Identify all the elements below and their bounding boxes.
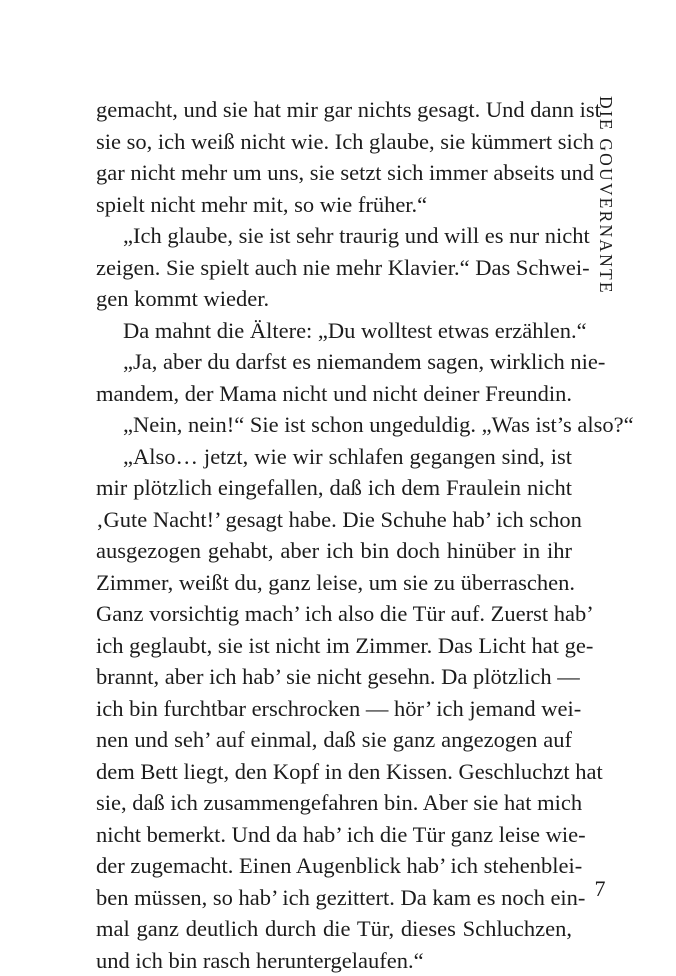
text-line: mandem, der Mama nicht und nicht deiner Freundin. bbox=[96, 378, 572, 410]
text-line: nen und seh’ auf einmal, daß sie ganz angezogen auf bbox=[96, 724, 572, 756]
page-number: 7 bbox=[588, 876, 612, 902]
text-line: gemacht, und sie hat mir gar nichts gesagt. Und dann ist bbox=[96, 94, 572, 126]
running-head: DIE GOUVERNANTE bbox=[592, 96, 620, 326]
text-line: sie, daß ich zusammengefahren bin. Aber sie hat mich bbox=[96, 787, 572, 819]
text-line: brannt, aber ich hab’ sie nicht gesehn. Da plötzlich — bbox=[96, 661, 572, 693]
text-line: ‚Gute Nacht!’ gesagt habe. Die Schuhe hab’ ich schon bbox=[96, 504, 572, 536]
text-line: Da mahnt die Ältere: „Du wolltest etwas erzählen.“ bbox=[96, 315, 572, 347]
text-line: „Also… jetzt, wie wir schlafen gegangen sind, ist bbox=[96, 441, 572, 473]
text-line: gar nicht mehr um uns, sie setzt sich immer abseits und bbox=[96, 157, 572, 189]
text-line: nicht bemerkt. Und da hab’ ich die Tür ganz leise wie- bbox=[96, 819, 572, 851]
text-line: sie so, ich weiß nicht wie. Ich glaube, sie kümmert sich bbox=[96, 126, 572, 158]
text-line: „Ich glaube, sie ist sehr traurig und will es nur nicht bbox=[96, 220, 572, 252]
text-line: dem Bett liegt, den Kopf in den Kissen. Geschluchzt hat bbox=[96, 756, 572, 788]
text-line: spielt nicht mehr mit, so wie früher.“ bbox=[96, 189, 572, 221]
text-line: Zimmer, weißt du, ganz leise, um sie zu überraschen. bbox=[96, 567, 572, 599]
text-line: zeigen. Sie spielt auch nie mehr Klavier.“ Das Schwei- bbox=[96, 252, 572, 284]
text-line: mal ganz deutlich durch die Tür, dieses Schluchzen, bbox=[96, 913, 572, 945]
text-line: mir plötzlich eingefallen, daß ich dem Fraulein nicht bbox=[96, 472, 572, 504]
text-line: Ganz vorsichtig mach’ ich also die Tür auf. Zuerst hab’ bbox=[96, 598, 572, 630]
text-line: „Ja, aber du darfst es niemandem sagen, wirklich nie- bbox=[96, 346, 572, 378]
text-line: „Nein, nein!“ Sie ist schon ungeduldig. „Was ist’s also?“ bbox=[96, 409, 572, 441]
text-line: ausgezogen gehabt, aber ich bin doch hinüber in ihr bbox=[96, 535, 572, 567]
text-line: ich geglaubt, sie ist nicht im Zimmer. Das Licht hat ge- bbox=[96, 630, 572, 662]
text-line: ich bin furchtbar erschrocken — hör’ ich jemand wei- bbox=[96, 693, 572, 725]
text-line: gen kommt wieder. bbox=[96, 283, 572, 315]
text-line: ben müssen, so hab’ ich gezittert. Da kam es noch ein- bbox=[96, 882, 572, 914]
text-line: und ich bin rasch heruntergelaufen.“ bbox=[96, 945, 572, 976]
body-text bbox=[96, 94, 572, 976]
text-line: der zugemacht. Einen Augenblick hab’ ich stehenblei- bbox=[96, 850, 572, 882]
